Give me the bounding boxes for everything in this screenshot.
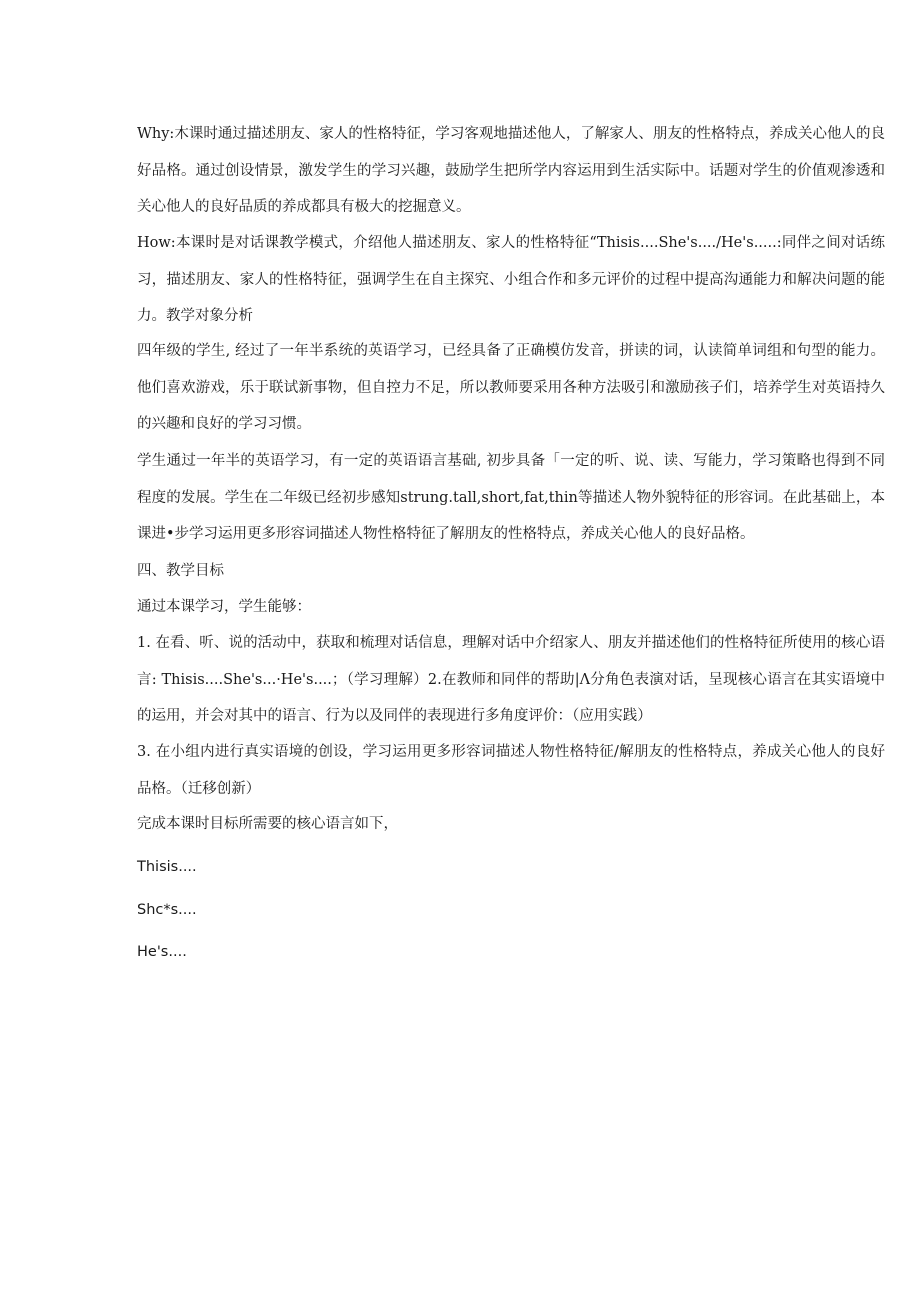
paragraph-core-language-intro: 完成本课时目标所需要的核心语言如下， (137, 816, 398, 832)
paragraph-goal-1-2: 1. 在看、听、说的活动中，获取和梳理对话信息，理解对话中介绍家人、朋友并描述他们的性格特征所使用的核心语言: Thisis....She's...·He's....；（学习理解）2.在教师和同伴的帮助|Λ分角色表演对话，呈现核心语言在其实语境中的运用，并会对其中的语言、行为以及同伴的表现进行多角度评价：（应用实践） (137, 635, 885, 724)
paragraph-goal-3: 3. 在小组内进行真实语境的创设，学习运用更多形容词描述人物性格特征/解朋友的性格特点，养成关心他人的良好品格。（迁移创新） (137, 744, 885, 797)
paragraph-goals-intro: 通过本课学习，学生能够： (137, 599, 311, 615)
paragraph-why: Why:木课时通过描述朋友、家人的性格特征，学习客观地描述他人，了解家人、朋友的性格特点，养成关心他人的良好品格。通过创设情景，激发学生的学习兴趣，鼓励学生把所学内容运用到生活实际中。话题对学生的价值观渗透和关心他人的良好品质的养成都具有极大的挖掘意义。 (137, 126, 885, 215)
paragraph-student-analysis: 四年级的学生, 经过了一年半系统的英语学习，已经具备了正确模仿发音，拼读的词，认读简单词组和句型的能力。他们喜欢游戏，乐于联试新事物，但自控力不足，所以教师要采用各种方法吸引和激励孩子们，培养学生对英语持久的兴趣和良好的学习习惯。 (137, 343, 885, 432)
core-language-line: Thisis.... (137, 859, 197, 875)
section-heading-teaching-goals: 四、教学目标 (137, 563, 224, 579)
paragraph-how: How:本课时是对话课教学模式，介绍他人描述朋友、家人的性格特征“Thisis....She's..../He's.....:同伴之间对话练习，描述朋友、家人的性格特征，强调学生在自主探究、小组合作和多元评价的过程中提高沟通能力和解决问题的能力。教学对象分析 (137, 235, 885, 324)
core-language-line: Shc*s.... (137, 902, 197, 918)
paragraph-student-background: 学生通过一年半的英语学习，有一定的英语语言基础, 初步具备「一定的听、说、读、写能力，学习策略也得到不同程度的发展。学生在二年级已经初步感知strung.tall,short,fat,thin等描述人物外貌特征的形容词。在此基础上，本课进•步学习运用更多形容词描述人物性格特征了解朋友的性格特点，养成关心他人的良好品格。 (137, 453, 885, 542)
core-language-line: He's.... (137, 944, 187, 960)
